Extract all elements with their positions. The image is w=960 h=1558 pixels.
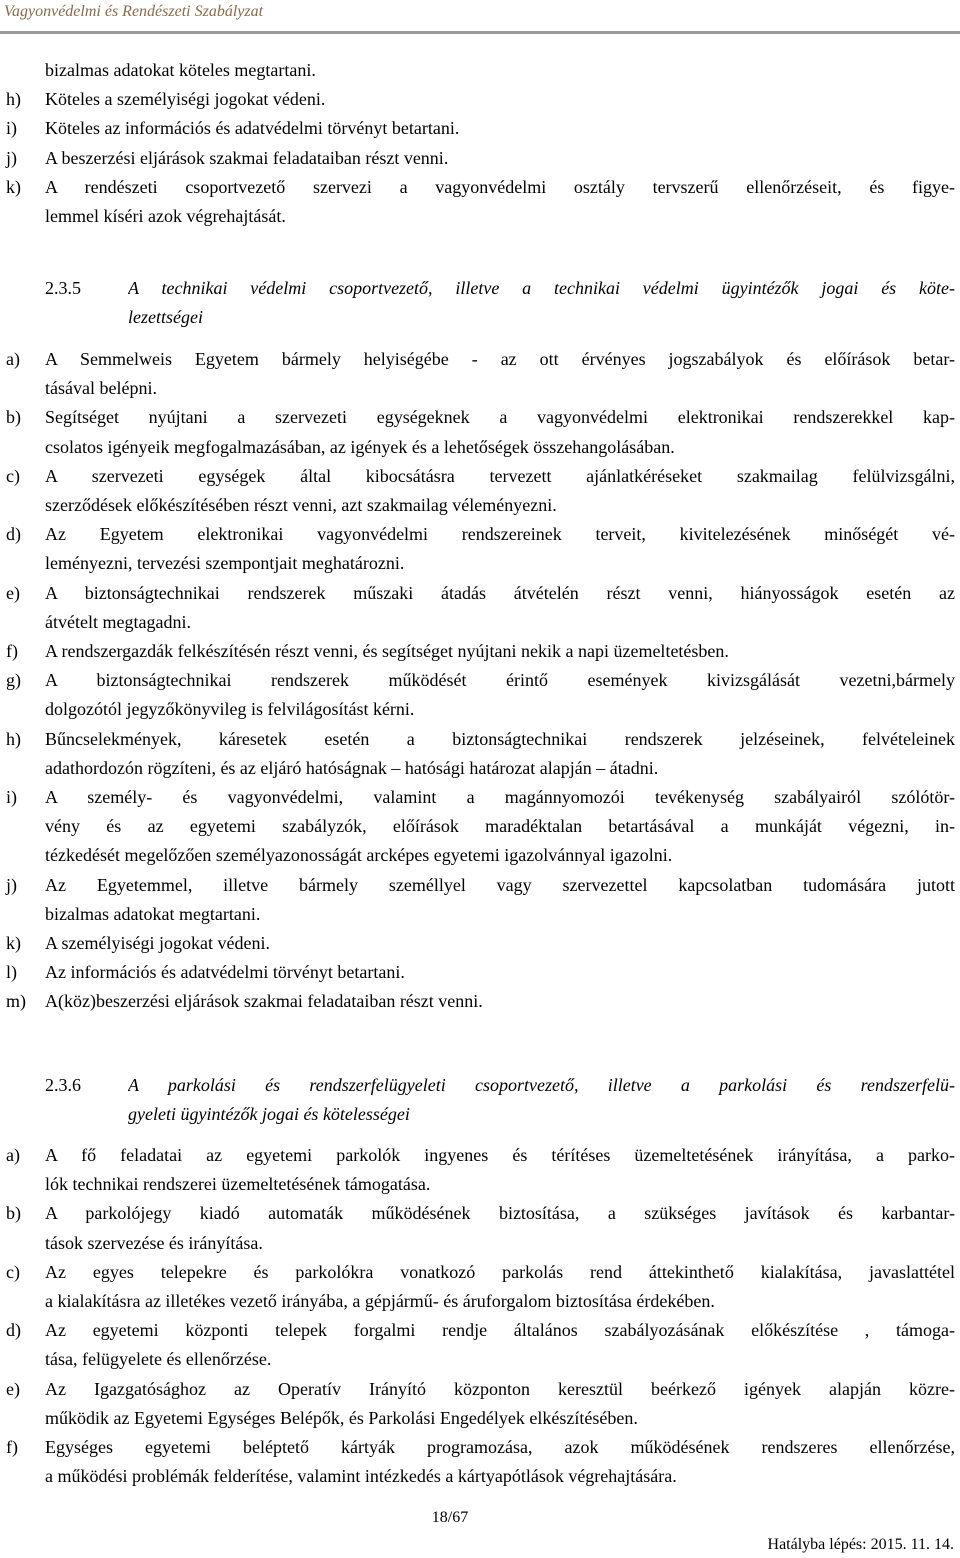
list-item-text-line: dolgozótól jegyzőkönyvileg is felvilágosítást kérni. (45, 699, 415, 720)
list-item-text-line: A szervezeti egységek által kibocsátásra tervezett ajánlatkéréseket szakmailag felülvizsgálni, (45, 465, 955, 486)
list-item-label: j) (6, 874, 17, 895)
list-item (0, 1375, 960, 1433)
list-item (0, 85, 960, 114)
list-item-text-line: leményezni, tervezési szempontjait meghatározni. (45, 553, 405, 574)
list-item-text-line: A parkolójegy kiadó automaták működésének biztosítása, a szükséges javítások és karbantar- (45, 1203, 955, 1224)
list-item (0, 725, 960, 783)
list-item (0, 1433, 960, 1491)
list-item (0, 403, 960, 461)
list-item (0, 579, 960, 637)
list-item-label: c) (6, 1261, 20, 1282)
section-title-line: A technikai védelmi csoportvezető, illetve a technikai védelmi ügyintézők jogai és köte- (128, 278, 955, 298)
list-item-text-line: szerződések előkészítésében részt venni, azt szakmailag véleményezni. (45, 494, 557, 515)
list-item-text-line: A beszerzési eljárások szakmai feladataiban részt venni. (45, 147, 449, 168)
list-item-text-line: A rendszergazdák felkészítésén részt venni, és segítséget nyújtani nekik a napi üzemeltetésben. (45, 641, 729, 661)
section-title-line: A parkolási és rendszerfelügyeleti csoportvezető, illetve a parkolási és rendszerfelü- (128, 1075, 955, 1095)
list-item-text-line: Bűncselekmények, káresetek esetén a biztonságtechnikai rendszerek jelzéseinek, felvételeinek (45, 728, 955, 749)
list-item-text-line: csolatos igényeik megfogalmazásában, az igények és a lehetőségek összehangolásában. (45, 436, 675, 457)
list-item-label: k) (6, 933, 21, 953)
list-item-label: b) (6, 1203, 21, 1224)
list-item-text-line: Az információs és adatvédelmi törvényt betartani. (45, 962, 405, 983)
list-item (0, 1199, 960, 1257)
list-item-label: h) (6, 728, 21, 749)
list-item-label: d) (6, 1320, 21, 1341)
list-item-label: e) (6, 582, 20, 603)
list-item-label: c) (6, 465, 20, 486)
list-item-label: l) (6, 962, 17, 983)
list-item-label: f) (6, 641, 18, 661)
list-item-text-line: Az egyetemi központi telepek forgalmi rendje általános szabályozásának előkészítése , támoga- (45, 1320, 955, 1341)
list-item (0, 345, 960, 403)
list-item-text-line: lemmel kíséri azok végrehajtását. (45, 205, 286, 226)
list-item (0, 1141, 960, 1199)
list-item-label: g) (6, 670, 21, 691)
list-item-text-line: A Semmelweis Egyetem bármely helyiségébe - az ott érvényes jogszabályok és előírások betar- (45, 349, 955, 369)
list-item-text-line: Az Egyetem elektronikai vagyonvédelmi rendszereinek terveit, kivitelezésének minőségét vé- (45, 524, 955, 545)
list-item-text-line: működik az Egyetemi Egységes Belépők, és Parkolási Engedélyek elkészítésében. (45, 1407, 638, 1428)
list-item-text-line: Köteles az információs és adatvédelmi törvényt betartani. (45, 118, 460, 139)
page-number: 18/67 (431, 1509, 469, 1526)
list-item-label: i) (6, 787, 17, 807)
list-item-label: e) (6, 1378, 20, 1399)
list-item (0, 1258, 960, 1316)
list-item (0, 666, 960, 724)
list-item (0, 987, 960, 1016)
section-title-line: lezettségei (128, 307, 203, 328)
list-item-text-line: Egységes egyetemi beléptető kártyák programozása, azok működésének rendszeres ellenőrzése, (45, 1437, 955, 1457)
list-item-text-line: A rendészeti csoportvezető szervezi a vagyonvédelmi osztály tervszerű ellenőrzéseit, és figye- (45, 176, 955, 197)
list-item-label: a) (6, 1145, 20, 1165)
list-item (0, 114, 960, 143)
effective-date: Hatályba lépés: 2015. 11. 14. (767, 1536, 954, 1553)
list-item (0, 520, 960, 578)
list-item-text-line: bizalmas adatokat köteles megtartani. (45, 60, 316, 80)
list-item-text-line: Segítséget nyújtani a szervezeti egységeknek a vagyonvédelmi elektronikai rendszerekkel kap- (45, 407, 955, 428)
list-item-text-line: adathordozón rögzíteni, és az eljáró hatóságnak – hatósági határozat alapján – átadni. (45, 757, 659, 778)
section-number: 2.3.5 (45, 278, 81, 298)
list-item-label: m) (6, 991, 26, 1012)
list-item-text-line: Az Egyetemmel, illetve bármely személlyel vagy szervezettel kapcsolatban tudomására jutott (45, 874, 955, 895)
list-item-text-line: Az Igazgatósághoz az Operatív Irányító központon keresztül beérkező igények alapján közre- (45, 1378, 955, 1399)
list-item (0, 637, 960, 666)
list-item-text-line: lók technikai rendszerei üzemeltetésének támogatása. (45, 1174, 431, 1195)
list-item-label: k) (6, 176, 21, 197)
list-item-text-line: A biztonságtechnikai rendszerek működését érintő események kivizsgálását vezetni,bármely (45, 670, 955, 691)
list-item-text-line: tások szervezése és irányítása. (45, 1232, 263, 1253)
list-item (0, 871, 960, 929)
list-item-label: h) (6, 89, 21, 110)
list-item-text-line: tézkedését megelőzően személyazonosságát arcképes egyetemi igazolvánnyal igazolni. (45, 845, 673, 866)
list-item (0, 56, 960, 85)
document-header-title: Vagyonvédelmi és Rendészeti Szabályzat (4, 3, 264, 20)
list-item-text-line: a működési problémák felderítése, valamint intézkedés a kártyapótlások végrehajtására. (45, 1466, 677, 1487)
list-item-text-line: bizalmas adatokat megtartani. (45, 903, 261, 924)
list-item-label: f) (6, 1437, 18, 1457)
list-item-label: j) (6, 147, 17, 168)
list-item (0, 929, 960, 958)
list-item-text-line: Köteles a személyiségi jogokat védeni. (45, 89, 326, 110)
list-item-text-line: tása, felügyelete és ellenőrzése. (45, 1349, 272, 1370)
header-divider (0, 31, 960, 34)
section-title-line: gyeleti ügyintézők jogai és kötelességei (128, 1104, 410, 1125)
list-item (0, 173, 960, 231)
list-item-text-line: a kialakításra az illetékes vezető irányába, a gépjármű- és áruforgalom biztosítása érdekében. (45, 1290, 715, 1311)
list-item-label: a) (6, 349, 20, 369)
list-item-text-line: A fő feladatai az egyetemi parkolók ingyenes és térítéses üzemeltetésének irányítása, a parko- (45, 1145, 955, 1165)
list-item-label: d) (6, 524, 21, 545)
list-item-text-line: vény és az egyetemi szabályzók, előírások maradéktalan betartásával a munkáját végezni, in- (45, 816, 955, 837)
list-item (0, 958, 960, 987)
list-item-text-line: Az egyes telepekre és parkolókra vonatkozó parkolás rend áttekinthető kialakítása, javaslattétel (45, 1261, 955, 1282)
list-item (0, 144, 960, 173)
list-item (0, 462, 960, 520)
list-item (0, 1316, 960, 1374)
list-item (0, 783, 960, 871)
list-item-text-line: tásával belépni. (45, 378, 157, 399)
list-item-text-line: A személyiségi jogokat védeni. (45, 933, 270, 953)
section-number: 2.3.6 (45, 1075, 81, 1095)
list-item-text-line: átvételt megtagadni. (45, 611, 191, 632)
list-item-text-line: A személy- és vagyonvédelmi, valamint a magánnyomozói tevékenység szabályairól szólótör- (45, 787, 955, 807)
list-item-label: i) (6, 118, 17, 139)
list-item-text-line: A biztonságtechnikai rendszerek műszaki átadás átvételén részt venni, hiányosságok esetén az (45, 582, 955, 603)
list-item-label: b) (6, 407, 21, 428)
list-item-text-line: A(köz)beszerzési eljárások szakmai feladataiban részt venni. (45, 991, 483, 1012)
